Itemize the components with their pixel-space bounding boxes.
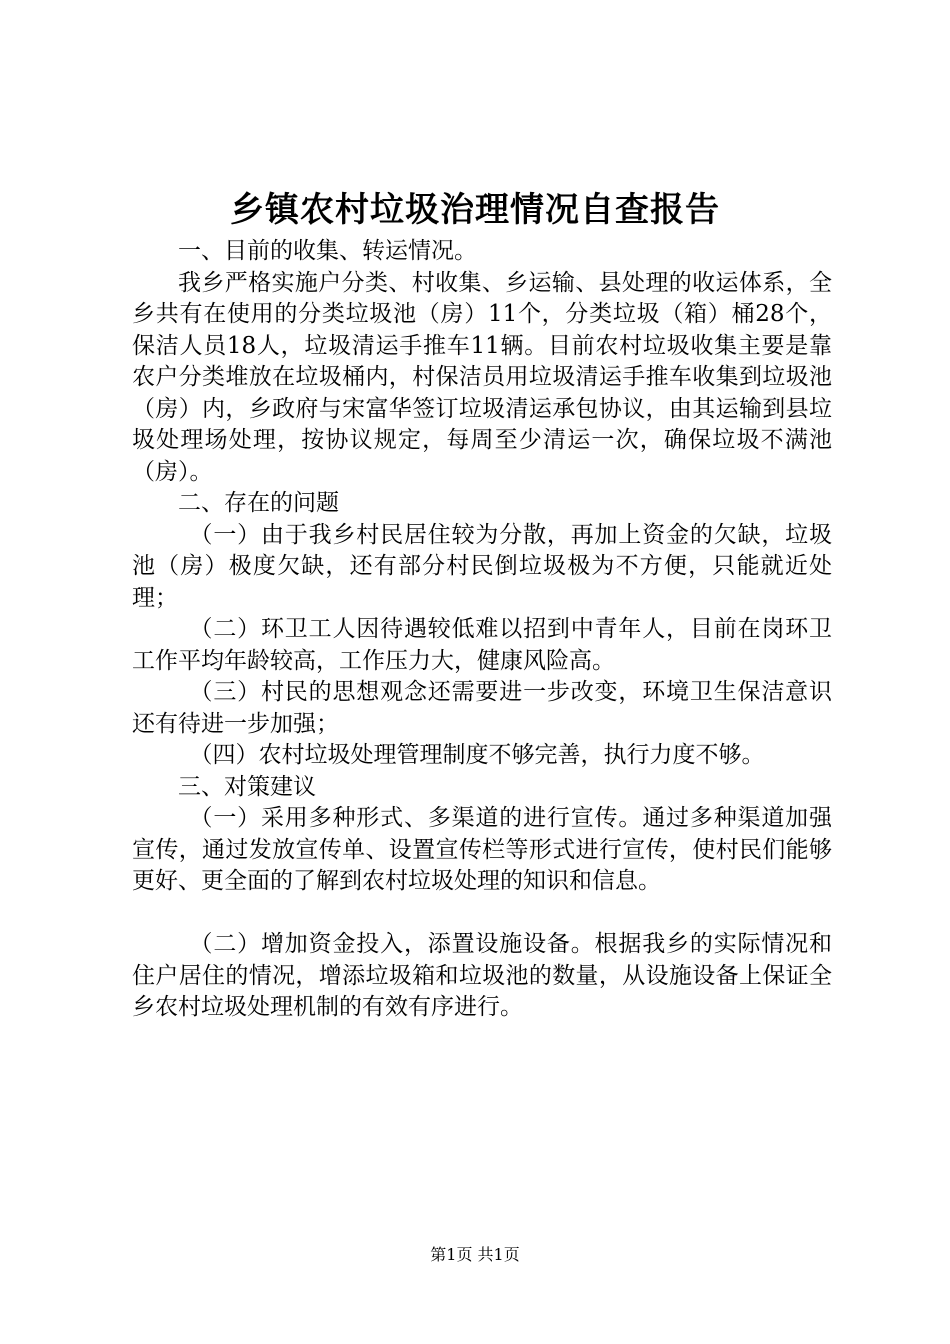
page-footer: 第1页 共1页 bbox=[430, 1245, 520, 1264]
problem-item-3: （三）村民的思想观念还需要进一步改变，环境卫生保洁意识还有待进一步加强； bbox=[132, 679, 832, 737]
section-heading-1: 一、目前的收集、转运情况。 bbox=[178, 238, 477, 264]
problem-item-1: （一）由于我乡村民居住较为分散，再加上资金的欠缺，垃圾池（房）极度欠缺，还有部分村民倒垃圾极为不方便，只能就近处理； bbox=[132, 521, 832, 611]
problem-item-4: （四）农村垃圾处理管理制度不够完善，执行力度不够。 bbox=[189, 742, 765, 768]
paragraph-collection-system: 我乡严格实施户分类、村收集、乡运输、县处理的收运体系，全乡共有在使用的分类垃圾池（房）11个，分类垃圾（箱）桶28个，保洁人员18人，垃圾清运手推车11辆。目前农村垃圾收集主要是靠农户分类堆放在垃圾桶内，村保洁员用垃圾清运手推车收集到垃圾池（房）内，乡政府与宋富华签订垃圾清运承包协议，由其运输到县垃圾处理场处理，按协议规定，每周至少清运一次，确保垃圾不满池（房）。 bbox=[132, 269, 832, 485]
document-title: 乡镇农村垃圾治理情况自查报告 bbox=[230, 190, 720, 230]
document-body bbox=[132, 236, 832, 1024]
suggestion-item-1: （一）采用多种形式、多渠道的进行宣传。通过多种渠道加强宣传，通过发放宣传单、设置宣传栏等形式进行宣传，使村民们能够更好、更全面的了解到农村垃圾处理的知识和信息。 bbox=[132, 805, 832, 894]
section-heading-2: 二、存在的问题 bbox=[178, 490, 339, 516]
problem-item-2: （二）环卫工人因待遇较低难以招到中青年人，目前在岗环卫工作平均年龄较高，工作压力大，健康风险高。 bbox=[132, 616, 832, 674]
suggestion-item-2: （二）增加资金投入，添置设施设备。根据我乡的实际情况和住户居住的情况，增添垃圾箱和垃圾池的数量，从设施设备上保证全乡农村垃圾处理机制的有效有序进行。 bbox=[132, 931, 832, 1020]
blank-line bbox=[132, 898, 832, 930]
section-heading-3: 三、对策建议 bbox=[178, 773, 316, 800]
